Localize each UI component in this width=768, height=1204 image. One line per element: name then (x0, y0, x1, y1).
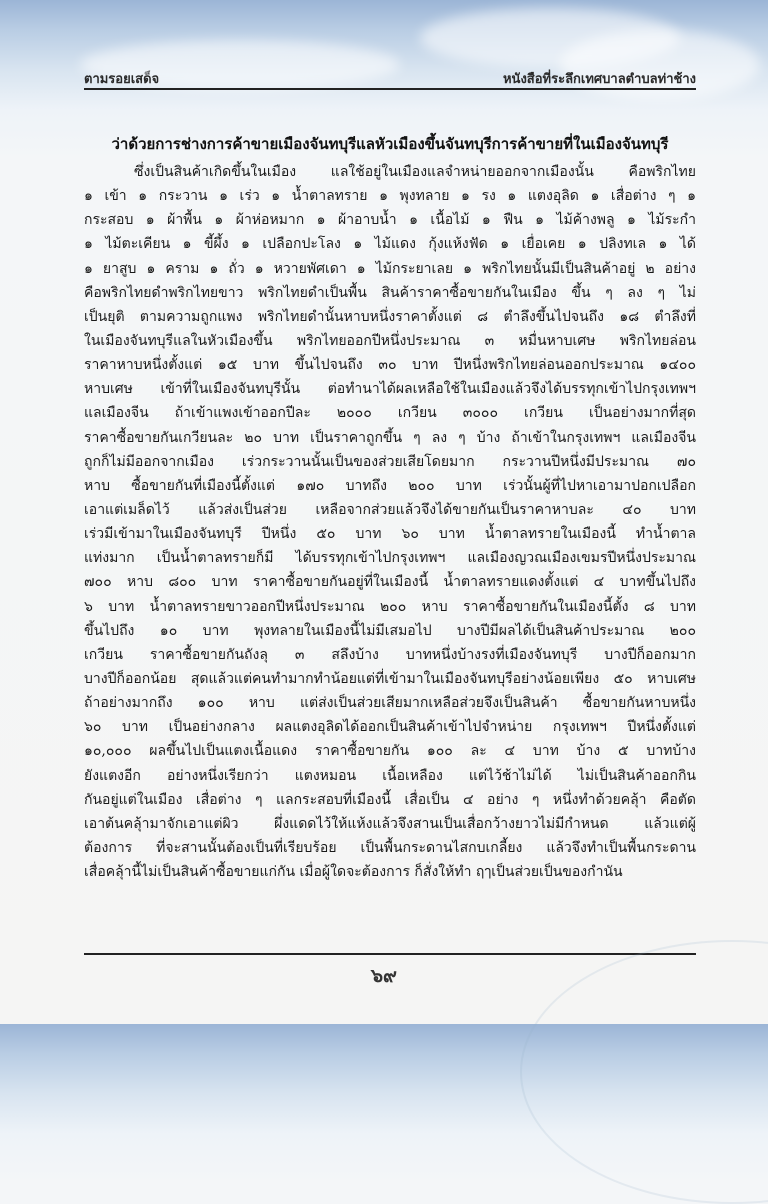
text-line: หาบ ซื้อขายกันที่เมืองนี้ตั้งแต่ ๑๗๐ บาทถึง ๒๐๐ บาท เร่วนั้นผู้ที่ไปหาเอามาปอกเปลือก (84, 477, 696, 494)
text-line: ๑ ยาสูบ ๑ คราม ๑ ถั่ว ๑ หวายพัศเดา ๑ ไม้กระยาเลย ๑ พริกไทยนั้นมีเป็นสินค้าอยู่ ๒ อย่าง (84, 260, 696, 277)
text-line: ๑๐,๐๐๐ ผลขึ้นไปเป็นแตงเนื้อแดง ราคาซื้อขายกัน ๑๐๐ ละ ๔ บาท บ้าง ๕ บาทบ้าง (84, 743, 696, 760)
text-line: กระสอบ ๑ ผ้าพื้น ๑ ผ้าห่อหมาก ๑ ผ้าอาบน้ำ ๑ เนื้อไม้ ๑ ฟืน ๑ ไม้ค้างพลู ๑ ไม้ระกำ (84, 212, 696, 229)
text-line: ต้องการ ที่จะสานนั้นต้องเป็นที่เรียบร้อย เป็นพื้นกระดานไสกบเกลี้ยง แล้วจึงทำเป็นพื้นกระดาน (84, 839, 696, 856)
text-line: ๖๐ บาท เป็นอย่างกลาง ผลแตงอุลิดได้ออกเป็นสินค้าเข้าไปจำหน่าย กรุงเทพฯ ปีหนึ่งตั้งแต่ (84, 719, 696, 736)
footer-rule (84, 953, 696, 955)
text-line: เป็นยุติ ตามความถูกแพง พริกไทยดำนั้นหาบหนึ่งราคาตั้งแต่ ๘ ตำลึงขึ้นไปจนถึง ๑๘ ตำลึงที่ (84, 308, 696, 325)
text-line: ราคาซื้อขายกันเกวียนละ ๒๐ บาท เป็นราคาถูกขึ้น ๆ ลง ๆ บ้าง ถ้าเข้าในกรุงเทพฯ แลเมืองจีน (84, 429, 696, 446)
text-line: บางปีก็ออกน้อย สุดแล้วแต่คนทำมากทำน้อยแต่ที่เข้ามาในเมืองจันทบุรีอย่างน้อยเพียง ๕๐ หาบเศษ (84, 670, 696, 687)
header-right-title: หนังสือที่ระลึกเทศบาลตำบลท่าช้าง (502, 72, 696, 87)
text-line: เร่วมีเข้ามาในเมืองจันทบุรี ปีหนึ่ง ๕๐ บาท ๖๐ บาท น้ำตาลทรายในเมืองนี้ ทำน้ำตาล (84, 526, 696, 543)
text-line: ๖ บาท น้ำตาลทรายขาวออกปีหนึ่งประมาณ ๒๐๐ หาบ ราคาซื้อขายกันในเมืองนี้ตั้ง ๘ บาท (84, 598, 696, 615)
text-line: ๗๐๐ หาบ ๘๐๐ บาท ราคาซื้อขายกันอยู่ที่ในเมืองนี้ น้ำตาลทรายแดงตั้งแต่ ๔ บาทขึ้นไปถึง (84, 574, 696, 591)
text-line: ในเมืองจันทบุรีแลในหัวเมืองขึ้น พริกไทยออกปีหนึ่งประมาณ ๓ หมื่นหาบเศษ พริกไทยล่อน (84, 332, 696, 349)
text-line: หาบเศษ เข้าที่ในเมืองจันทบุรีนั้น ต่อทำนาได้ผลเหลือใช้ในเมืองแล้วจึงได้บรรทุกเข้าไปกรุงเทพฯ (84, 381, 696, 398)
text-line: กันอยู่แต่ในเมือง เสื่อต่าง ๆ แลกระสอบที่เมืองนี้ เสื่อเป็น ๔ อย่าง ๆ หนึ่งทำด้วยคลุ้า คือตัด (84, 791, 696, 808)
header-left-title: ตามรอยเสด็จ (84, 72, 160, 87)
body-text (84, 160, 696, 884)
text-line: ๑ ไม้ตะเคียน ๑ ขี้ผึ้ง ๑ เปลือกปะโลง ๑ ไม้แดง กุ้งแห้งฟัด ๑ เยื่อเคย ๑ ปลิงทเล ๑ ได้ (84, 236, 696, 253)
running-header (84, 66, 696, 90)
text-line: คือพริกไทยดำพริกไทยขาว พริกไทยดำเป็นพื้น สินค้าราคาซื้อขายกันในเมือง ขึ้น ๆ ลง ๆ ไม่ (84, 284, 696, 301)
text-line: ถูกก็ไม่มีออกจากเมือง เร่วกระวานนั้นเป็นของส่วยเสียโดยมาก กระวานปีหนึ่งมีประมาณ ๗๐ (84, 453, 696, 470)
text-line: ถ้าอย่างมากถึง ๑๐๐ หาบ แต่ส่งเป็นส่วยเสียมากเหลือส่วยจึงเป็นสินค้า ซื้อขายกันหาบหนึ่ง (84, 695, 696, 712)
text-line: ๑ เข้า ๑ กระวาน ๑ เร่ว ๑ น้ำตาลทราย ๑ พุงทลาย ๑ รง ๑ แตงอุลิด ๑ เสื่อต่าง ๆ ๑ (84, 188, 696, 205)
page-number: ๖๙ (371, 965, 397, 987)
text-line: ราคาหาบหนึ่งตั้งแต่ ๑๕ บาท ขึ้นไปจนถึง ๓๐ บาท ปีหนึ่งพริกไทยล่อนออกประมาณ ๑๔๐๐ (84, 357, 696, 374)
text-line: เอาแต่เมล็ดไว้ แล้วส่งเป็นส่วย เหลือจากส่วยแล้วจึงได้ขายกันเป็นราคาหาบละ ๔๐ บาท (84, 501, 696, 518)
text-line: ขึ้นไปถึง ๑๐ บาท พุงทลายในเมืองนี้ไม่มีเสมอไป บางปีมีผลได้เป็นสินค้าประมาณ ๒๐๐ (84, 622, 696, 639)
text-line: แท่งมาก เป็นน้ำตาลทรายก็มี ได้บรรทุกเข้าไปกรุงเทพฯ แลเมืองญวณเมืองเขมรปีหนึ่งประมาณ (84, 550, 696, 567)
text-line: เสื่อคลุ้านี้ไม่เป็นสินค้าซื้อขายแก่กัน เมื่อผู้ใดจะต้องการ ก็สั่งให้ทำ ฤๅเป็นส่วยเป็นของกำนัน (84, 864, 623, 881)
text-line: เอาต้นคลุ้ามาจักเอาแต่ผิว ผึ่งแดดไว้ให้แห้งแล้วจึงสานเป็นเสื่อกว้างยาวไม่มีกำหนด แล้วแต่ผู้ (84, 815, 696, 832)
text-line: ซึ่งเป็นสินค้าเกิดขึ้นในเมือง แลใช้อยู่ในเมืองแลจำหน่ายออกจากเมืองนั้น คือพริกไทย (134, 164, 696, 180)
text-line: แลเมืองจีน ถ้าเข้าแพงเข้าออกปีละ ๒๐๐๐ เกวียน ๓๐๐๐ เกวียน เป็นอย่างมากที่สุด (84, 405, 696, 422)
text-line: ยังแตงอีก อย่างหนึ่งเรียกว่า แตงหมอน เนื้อเหลือง แต่ไว้ช้าไม่ได้ ไม่เป็นสินค้าออกกิน (84, 767, 696, 784)
text-line: เกวียน ราคาซื้อขายกันถังลุ ๓ สลึงบ้าง บาทหนึ่งบ้างรงที่เมืองจันทบุรี บางปีก็ออกมาก (84, 646, 696, 663)
section-title: ว่าด้วยการช่างการค้าขายเมืองจันทบุรีแลหัวเมืองขึ้นจันทบุรีการค้าขายที่ในเมืองจันทบุรี (111, 135, 669, 153)
